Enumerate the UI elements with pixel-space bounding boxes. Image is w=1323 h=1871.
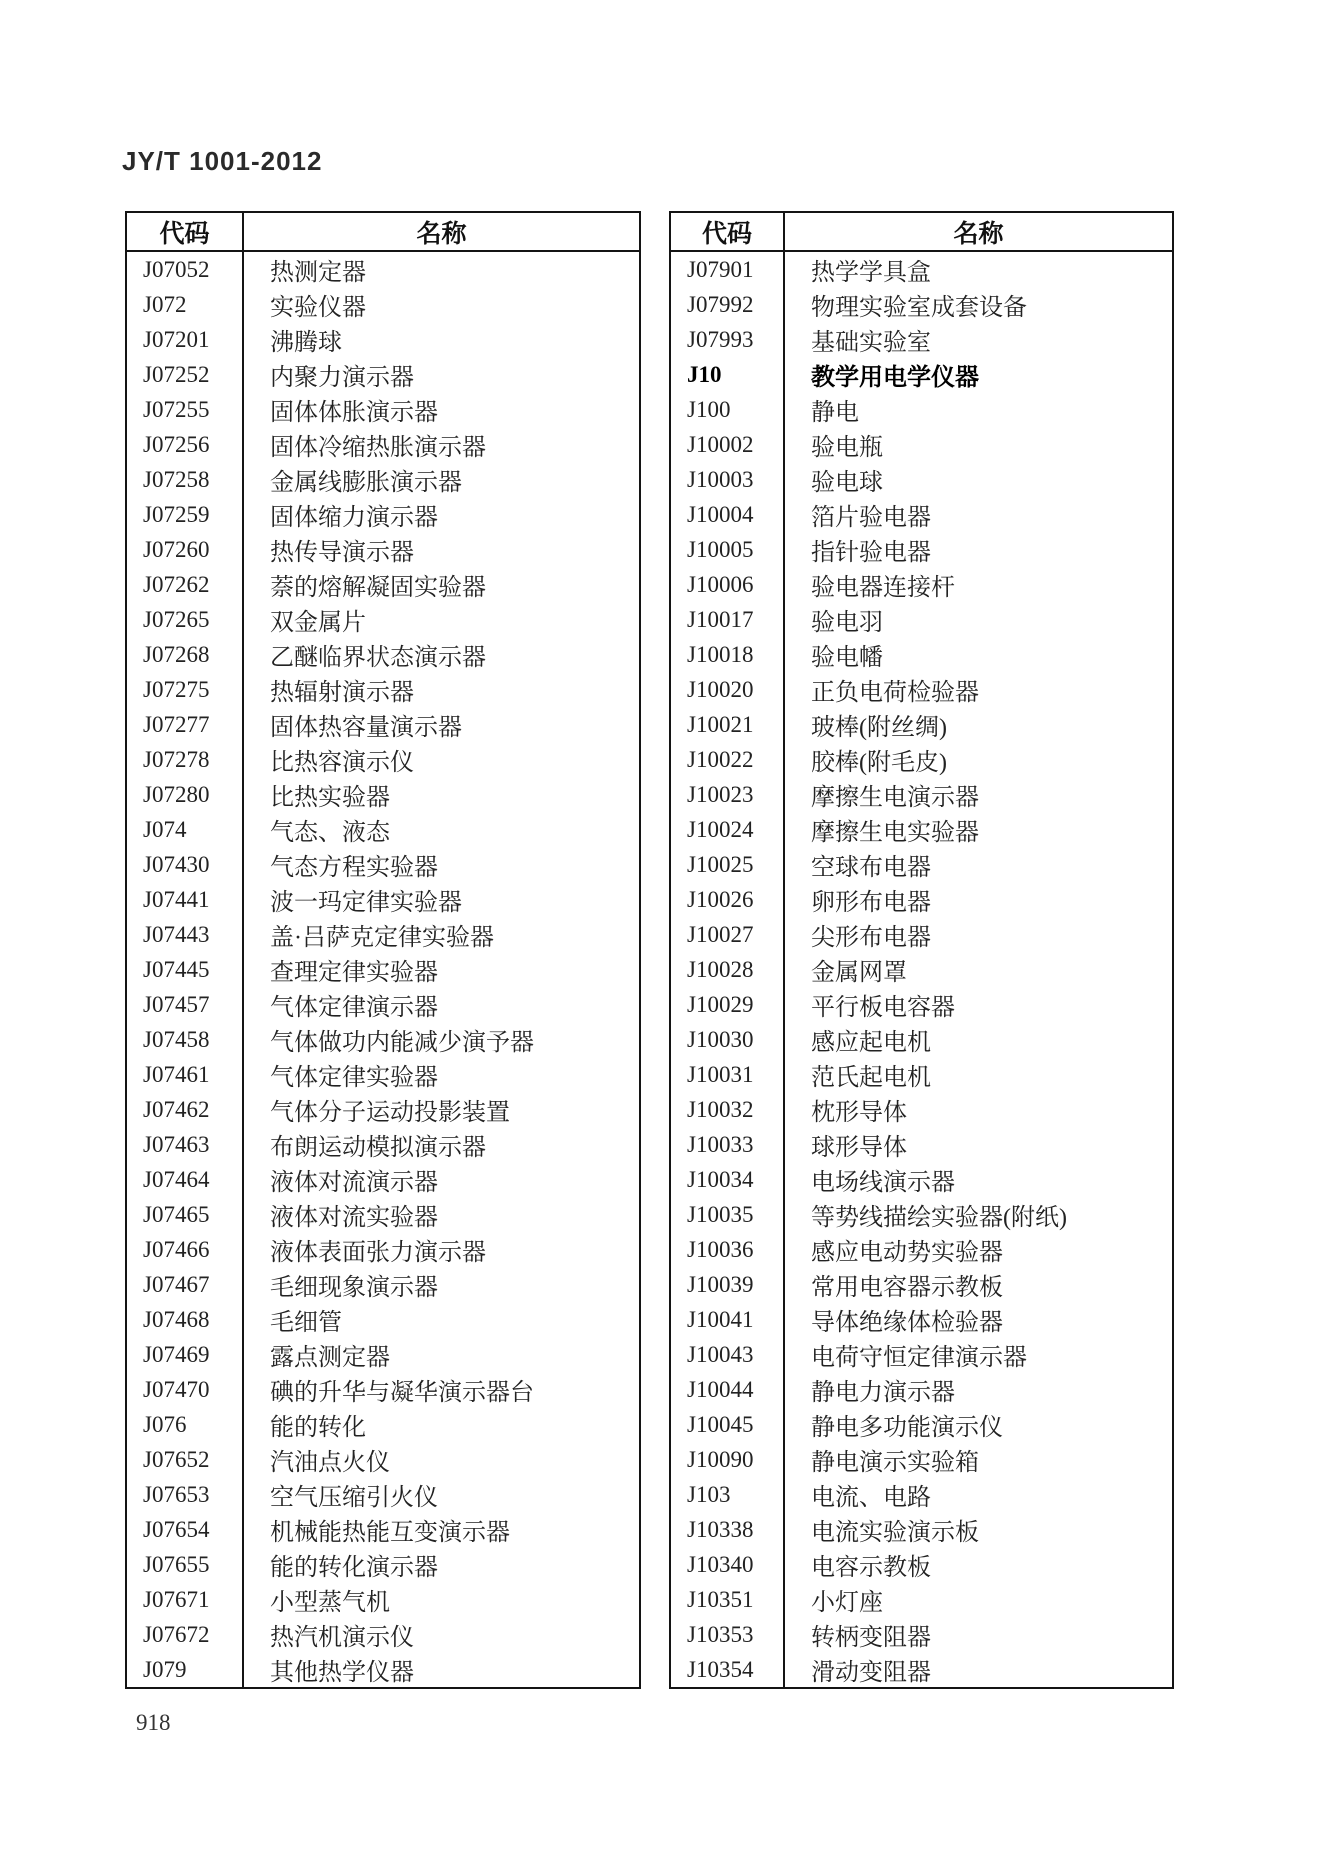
equipment-name: 转柄变阻器 — [811, 1625, 931, 1651]
table-row — [126, 532, 640, 567]
equipment-name: 小型蒸气机 — [270, 1590, 390, 1616]
equipment-code-table-right — [669, 211, 1174, 1689]
table-row — [126, 602, 640, 637]
equipment-code: J076 — [126, 1407, 243, 1442]
table-row — [670, 1337, 1173, 1372]
equipment-code: J07468 — [126, 1302, 243, 1337]
equipment-code: J07201 — [126, 322, 243, 357]
equipment-name: 固体热容量演示器 — [270, 715, 462, 741]
equipment-code-table-left — [125, 211, 641, 1689]
table-row — [126, 1477, 640, 1512]
equipment-code: J07256 — [126, 427, 243, 462]
table-row — [126, 707, 640, 742]
equipment-code: J10034 — [670, 1162, 784, 1197]
equipment-name: 卵形布电器 — [811, 890, 931, 916]
table-row — [126, 742, 640, 777]
table-row — [670, 1617, 1173, 1652]
equipment-code: J10030 — [670, 1022, 784, 1057]
table-row — [670, 812, 1173, 847]
equipment-name: 气体定律演示器 — [270, 995, 438, 1021]
equipment-name: 其他热学仪器 — [270, 1660, 414, 1686]
equipment-code: J07992 — [670, 287, 784, 322]
table-row — [670, 1477, 1173, 1512]
equipment-name: 热辐射演示器 — [270, 680, 414, 706]
equipment-name: 乙醚临界状态演示器 — [270, 645, 486, 671]
equipment-name: 机械能热能互变演示器 — [270, 1520, 510, 1546]
equipment-name: 胶棒(附毛皮) — [811, 750, 947, 776]
table-row — [670, 251, 1173, 287]
equipment-name: 毛细管 — [270, 1310, 342, 1336]
equipment-name: 空气压缩引火仪 — [270, 1485, 438, 1511]
equipment-name: 毛细现象演示器 — [270, 1275, 438, 1301]
equipment-name: 范氏起电机 — [811, 1065, 931, 1091]
table-row — [670, 1197, 1173, 1232]
table-row — [126, 1092, 640, 1127]
table-row — [126, 917, 640, 952]
table-row — [126, 1652, 640, 1688]
equipment-code: J07901 — [670, 251, 784, 287]
equipment-code: J079 — [126, 1652, 243, 1688]
equipment-code: J10045 — [670, 1407, 784, 1442]
equipment-code: J10025 — [670, 847, 784, 882]
equipment-name: 碘的升华与凝华演示器台 — [270, 1380, 534, 1406]
table-row — [126, 497, 640, 532]
equipment-name: 沸腾球 — [270, 330, 342, 356]
table-row — [126, 1302, 640, 1337]
equipment-code: J074 — [126, 812, 243, 847]
equipment-code: J10026 — [670, 882, 784, 917]
equipment-name: 热传导演示器 — [270, 540, 414, 566]
equipment-code: J10354 — [670, 1652, 784, 1688]
table-row — [126, 1582, 640, 1617]
equipment-name: 固体冷缩热胀演示器 — [270, 435, 486, 461]
equipment-code: J07445 — [126, 952, 243, 987]
equipment-code: J07654 — [126, 1512, 243, 1547]
equipment-code: J07255 — [126, 392, 243, 427]
table-row — [126, 1337, 640, 1372]
equipment-code: J10017 — [670, 602, 784, 637]
equipment-code: J07457 — [126, 987, 243, 1022]
equipment-name: 电流实验演示板 — [811, 1520, 979, 1546]
equipment-code: J072 — [126, 287, 243, 322]
equipment-code: J07461 — [126, 1057, 243, 1092]
table-row — [126, 882, 640, 917]
table-row — [126, 1512, 640, 1547]
equipment-name: 感应起电机 — [811, 1030, 931, 1056]
equipment-code: J10043 — [670, 1337, 784, 1372]
table-row — [670, 1127, 1173, 1162]
equipment-name: 查理定律实验器 — [270, 960, 438, 986]
equipment-name: 教学用电学仪器 — [811, 365, 979, 391]
table-row — [670, 1582, 1173, 1617]
table-row — [126, 847, 640, 882]
table-row — [126, 1617, 640, 1652]
equipment-name: 滑动变阻器 — [811, 1660, 931, 1686]
table-row — [670, 882, 1173, 917]
equipment-code: J07652 — [126, 1442, 243, 1477]
equipment-code: J10044 — [670, 1372, 784, 1407]
table-row — [126, 1162, 640, 1197]
table-row — [126, 322, 640, 357]
equipment-name: 电场线演示器 — [811, 1170, 955, 1196]
equipment-code: J07278 — [126, 742, 243, 777]
equipment-code: J07466 — [126, 1232, 243, 1267]
equipment-code: J07430 — [126, 847, 243, 882]
table-row — [126, 357, 640, 392]
equipment-name: 玻棒(附丝绸) — [811, 715, 947, 741]
name-column-header: 名称 — [784, 212, 1173, 251]
equipment-name: 尖形布电器 — [811, 925, 931, 951]
page-number: 918 — [136, 1710, 171, 1735]
table-row — [670, 917, 1173, 952]
equipment-code: J10020 — [670, 672, 784, 707]
table-row — [670, 987, 1173, 1022]
equipment-name: 验电瓶 — [811, 435, 883, 461]
equipment-code: J100 — [670, 392, 784, 427]
equipment-name: 盖·吕萨克定律实验器 — [270, 925, 494, 951]
equipment-code: J10022 — [670, 742, 784, 777]
equipment-name: 静电演示实验箱 — [811, 1450, 979, 1476]
equipment-code: J103 — [670, 1477, 784, 1512]
equipment-name: 等势线描绘实验器(附纸) — [811, 1205, 1067, 1231]
equipment-name: 气态方程实验器 — [270, 855, 438, 881]
equipment-code: J10005 — [670, 532, 784, 567]
table-row — [670, 1652, 1173, 1688]
equipment-code: J07252 — [126, 357, 243, 392]
table-row — [670, 1162, 1173, 1197]
table-row — [670, 1407, 1173, 1442]
equipment-code: J10351 — [670, 1582, 784, 1617]
equipment-code: J10023 — [670, 777, 784, 812]
equipment-name: 摩擦生电实验器 — [811, 820, 979, 846]
table-row — [126, 1547, 640, 1582]
table-row — [670, 602, 1173, 637]
table-row — [126, 987, 640, 1022]
equipment-name: 常用电容器示教板 — [811, 1275, 1003, 1301]
equipment-code: J10031 — [670, 1057, 784, 1092]
equipment-code: J10027 — [670, 917, 784, 952]
table-row — [126, 427, 640, 462]
equipment-name: 电容示教板 — [811, 1555, 931, 1581]
equipment-name: 验电球 — [811, 470, 883, 496]
equipment-code: J07672 — [126, 1617, 243, 1652]
table-row — [670, 497, 1173, 532]
table-row — [670, 1092, 1173, 1127]
equipment-code: J10003 — [670, 462, 784, 497]
equipment-code: J07262 — [126, 567, 243, 602]
equipment-code: J07259 — [126, 497, 243, 532]
table-row — [126, 777, 640, 812]
equipment-name: 平行板电容器 — [811, 995, 955, 1021]
equipment-code: J10028 — [670, 952, 784, 987]
equipment-code: J10036 — [670, 1232, 784, 1267]
table-row — [670, 847, 1173, 882]
table-row — [126, 812, 640, 847]
equipment-name: 热学学具盒 — [811, 260, 931, 286]
table-row — [126, 952, 640, 987]
table-row — [670, 287, 1173, 322]
equipment-name: 摩擦生电演示器 — [811, 785, 979, 811]
table-row — [126, 567, 640, 602]
equipment-name: 气态、液态 — [270, 820, 390, 846]
equipment-code: J10338 — [670, 1512, 784, 1547]
equipment-name: 正负电荷检验器 — [811, 680, 979, 706]
equipment-code: J07258 — [126, 462, 243, 497]
equipment-name: 静电多功能演示仪 — [811, 1415, 1003, 1441]
table-row — [126, 1127, 640, 1162]
equipment-name: 感应电动势实验器 — [811, 1240, 1003, 1266]
equipment-name: 基础实验室 — [811, 330, 931, 356]
table-row — [126, 637, 640, 672]
table-row — [126, 1267, 640, 1302]
equipment-name: 指针验电器 — [811, 540, 931, 566]
table-header-row — [126, 212, 640, 251]
table-row — [670, 1372, 1173, 1407]
table-row — [670, 742, 1173, 777]
table-row — [670, 322, 1173, 357]
equipment-name: 固体体胀演示器 — [270, 400, 438, 426]
equipment-name: 热测定器 — [270, 260, 366, 286]
equipment-code: J07465 — [126, 1197, 243, 1232]
table-row — [670, 1057, 1173, 1092]
equipment-code: J10033 — [670, 1127, 784, 1162]
equipment-code: J10 — [670, 357, 784, 392]
equipment-name: 电流、电路 — [811, 1485, 931, 1511]
equipment-code: J07993 — [670, 322, 784, 357]
equipment-code: J10006 — [670, 567, 784, 602]
equipment-code: J07265 — [126, 602, 243, 637]
table-row — [670, 427, 1173, 462]
equipment-code: J10004 — [670, 497, 784, 532]
table-row — [126, 251, 640, 287]
equipment-name: 热汽机演示仪 — [270, 1625, 414, 1651]
table-row — [670, 777, 1173, 812]
equipment-name: 能的转化 — [270, 1415, 366, 1441]
equipment-code: J10024 — [670, 812, 784, 847]
equipment-code: J07458 — [126, 1022, 243, 1057]
equipment-code: J10002 — [670, 427, 784, 462]
equipment-name: 小灯座 — [811, 1590, 883, 1616]
equipment-name: 液体表面张力演示器 — [270, 1240, 486, 1266]
equipment-name: 比热容演示仪 — [270, 750, 414, 776]
table-row — [126, 1022, 640, 1057]
table-row — [670, 1267, 1173, 1302]
table-row — [126, 1407, 640, 1442]
equipment-name: 萘的熔解凝固实验器 — [270, 575, 486, 601]
table-row — [670, 1302, 1173, 1337]
equipment-code: J10029 — [670, 987, 784, 1022]
code-column-header: 代码 — [126, 212, 243, 251]
equipment-code: J07655 — [126, 1547, 243, 1582]
equipment-code: J10039 — [670, 1267, 784, 1302]
equipment-name: 静电力演示器 — [811, 1380, 955, 1406]
equipment-code: J07467 — [126, 1267, 243, 1302]
table-row — [670, 462, 1173, 497]
equipment-name: 气体分子运动投影装置 — [270, 1100, 510, 1126]
equipment-name: 实验仪器 — [270, 295, 366, 321]
table-row — [670, 707, 1173, 742]
table-row — [126, 1232, 640, 1267]
equipment-code: J10021 — [670, 707, 784, 742]
equipment-code: J07275 — [126, 672, 243, 707]
table-row — [670, 672, 1173, 707]
equipment-name: 露点测定器 — [270, 1345, 390, 1371]
equipment-name: 能的转化演示器 — [270, 1555, 438, 1581]
equipment-code: J07653 — [126, 1477, 243, 1512]
equipment-name: 气体定律实验器 — [270, 1065, 438, 1091]
equipment-code: J10041 — [670, 1302, 784, 1337]
equipment-name: 液体对流演示器 — [270, 1170, 438, 1196]
equipment-name: 液体对流实验器 — [270, 1205, 438, 1231]
code-column-header: 代码 — [670, 212, 784, 251]
document-standard-number: JY/T 1001-2012 — [122, 146, 323, 176]
equipment-name: 验电器连接杆 — [811, 575, 955, 601]
table-row — [670, 392, 1173, 427]
equipment-code: J07463 — [126, 1127, 243, 1162]
equipment-code: J07052 — [126, 251, 243, 287]
table-row — [670, 1022, 1173, 1057]
equipment-name: 金属网罩 — [811, 960, 907, 986]
equipment-code: J07469 — [126, 1337, 243, 1372]
equipment-name: 空球布电器 — [811, 855, 931, 881]
equipment-name: 双金属片 — [270, 610, 366, 636]
equipment-name: 验电幡 — [811, 645, 883, 671]
equipment-code: J10340 — [670, 1547, 784, 1582]
table-row — [670, 1442, 1173, 1477]
equipment-code: J07277 — [126, 707, 243, 742]
equipment-code: J10090 — [670, 1442, 784, 1477]
equipment-code: J10035 — [670, 1197, 784, 1232]
table-row — [670, 532, 1173, 567]
table-row — [670, 567, 1173, 602]
equipment-name: 金属线膨胀演示器 — [270, 470, 462, 496]
table-row — [670, 1547, 1173, 1582]
equipment-name: 球形导体 — [811, 1135, 907, 1161]
equipment-name: 内聚力演示器 — [270, 365, 414, 391]
equipment-code: J07470 — [126, 1372, 243, 1407]
equipment-code: J10032 — [670, 1092, 784, 1127]
table-row — [670, 1512, 1173, 1547]
name-column-header: 名称 — [243, 212, 640, 251]
equipment-name: 导体绝缘体检验器 — [811, 1310, 1003, 1336]
table-row — [126, 1372, 640, 1407]
table-row — [126, 672, 640, 707]
equipment-code: J07462 — [126, 1092, 243, 1127]
equipment-code: J07441 — [126, 882, 243, 917]
table-row — [670, 952, 1173, 987]
equipment-name: 验电羽 — [811, 610, 883, 636]
table-row — [670, 357, 1173, 392]
equipment-code: J10353 — [670, 1617, 784, 1652]
equipment-code: J07268 — [126, 637, 243, 672]
table-row — [670, 1232, 1173, 1267]
equipment-name: 物理实验室成套设备 — [811, 295, 1027, 321]
equipment-name: 枕形导体 — [811, 1100, 907, 1126]
equipment-code: J07260 — [126, 532, 243, 567]
equipment-code: J07671 — [126, 1582, 243, 1617]
equipment-name: 布朗运动模拟演示器 — [270, 1135, 486, 1161]
table-row — [126, 462, 640, 497]
table-row — [126, 1057, 640, 1092]
table-header-row — [670, 212, 1173, 251]
table-row — [126, 1197, 640, 1232]
equipment-code: J10018 — [670, 637, 784, 672]
equipment-name: 固体缩力演示器 — [270, 505, 438, 531]
table-row — [126, 287, 640, 322]
equipment-name: 静电 — [811, 400, 859, 426]
table-row — [126, 392, 640, 427]
table-row — [126, 1442, 640, 1477]
equipment-code: J07464 — [126, 1162, 243, 1197]
equipment-code: J07280 — [126, 777, 243, 812]
equipment-name: 箔片验电器 — [811, 505, 931, 531]
equipment-name: 电荷守恒定律演示器 — [811, 1345, 1027, 1371]
table-row — [670, 637, 1173, 672]
equipment-code: J07443 — [126, 917, 243, 952]
equipment-name: 比热实验器 — [270, 785, 390, 811]
equipment-name: 气体做功内能减少演予器 — [270, 1030, 534, 1056]
equipment-name: 汽油点火仪 — [270, 1450, 390, 1476]
equipment-name: 波一玛定律实验器 — [270, 890, 462, 916]
